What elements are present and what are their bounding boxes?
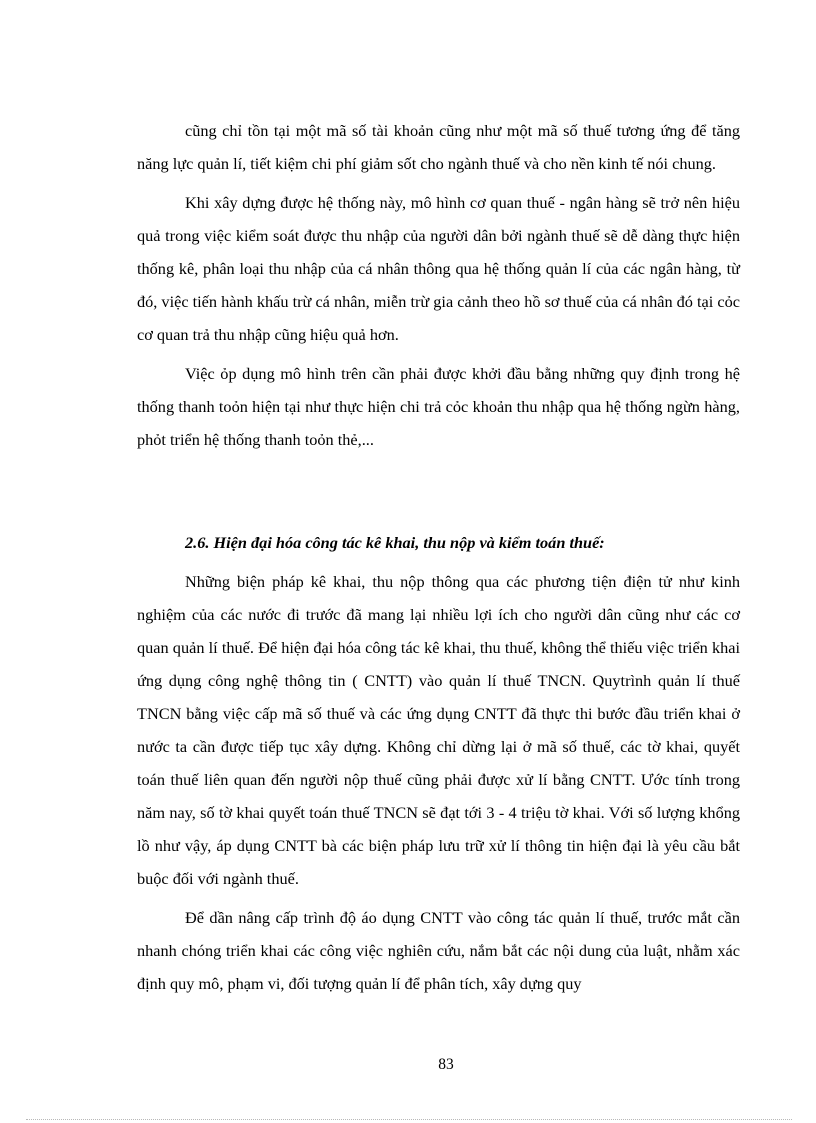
- body-paragraph-5: Để dần nâng cấp trình độ áo dụng CNTT vào công tác quản lí thuế, trước mắt cần nhanh chóng triển khai các công việc nghiên cứu, nắm bắt các nội dung của luật, nhằm xác định quy mô, phạm vi, đối tượng quản lí để phân tích, xây dựng quy: [137, 908, 740, 993]
- body-paragraph-1: cũng chỉ tồn tại một mã số tài khoản cũng như một mã số thuế tương ứng để tăng năng lực quản lí, tiết kiệm chi phí giảm sốt cho ngành thuế và cho nền kinh tế nói chung.: [137, 121, 740, 173]
- section-heading: 2.6. Hiện đại hóa công tác kê khai, thu nộp và kiểm toán thuế:: [185, 533, 605, 552]
- body-paragraph-3: Việc ỏp dụng mô hình trên cần phải được khởi đầu bằng những quy định trong hệ thống thanh toỏn hiện tại như thực hiện chi trả cỏc khoản thu nhập qua hệ thống ngừn hàng, phỏt triển hệ thống thanh toỏn thẻ,...: [137, 364, 740, 449]
- body-paragraph-2: Khi xây dựng được hệ thống này, mô hình cơ quan thuế - ngân hàng sẽ trở nên hiệu quả trong việc kiểm soát được thu nhập của người dân bởi ngành thuế sẽ dễ dàng thực hiện thống kê, phân loại thu nhập của cá nhân thông qua hệ thống quản lí của các ngân hàng, từ đó, việc tiến hành khấu trừ cá nhân, miễn trừ gia cảnh theo hồ sơ thuế của cá nhân đó tại cỏc cơ quan trả thu nhập cũng hiệu quả hơn.: [137, 193, 740, 344]
- page-bottom-divider: [26, 1119, 792, 1120]
- page-body: [137, 114, 740, 1000]
- page-number: 83: [438, 1056, 454, 1073]
- body-paragraph-4: Những biện pháp kê khai, thu nộp thông qua các phương tiện điện tử như kinh nghiệm của các nước đi trước đã mang lại nhiều lợi ích cho người dân cũng như các cơ quan quản lí thuế. Để hiện đại hóa công tác kê khai, thu thuế, không thể thiếu việc triển khai ứng dụng công nghệ thông tin ( CNTT) vào quản lí thuế TNCN. Quytrình quản lí thuế TNCN bằng việc cấp mã số thuế và các ứng dụng CNTT đã thực thi bước đầu triển khai ở nước ta cần được tiếp tục xây dựng. Không chỉ dừng lại ở mã số thuế, các tờ khai, quyết toán thuế liên quan đến người nộp thuế cũng phải được xử lí bằng CNTT. Ước tính trong năm nay, số tờ khai quyết toán thuế TNCN sẽ đạt tới 3 - 4 triệu tờ khai. Với số lượng khổng lồ như vậy, áp dụng CNTT bà các biện pháp lưu trữ xử lí thông tin hiện đại là yêu cầu bắt buộc đối với ngành thuế.: [137, 572, 740, 888]
